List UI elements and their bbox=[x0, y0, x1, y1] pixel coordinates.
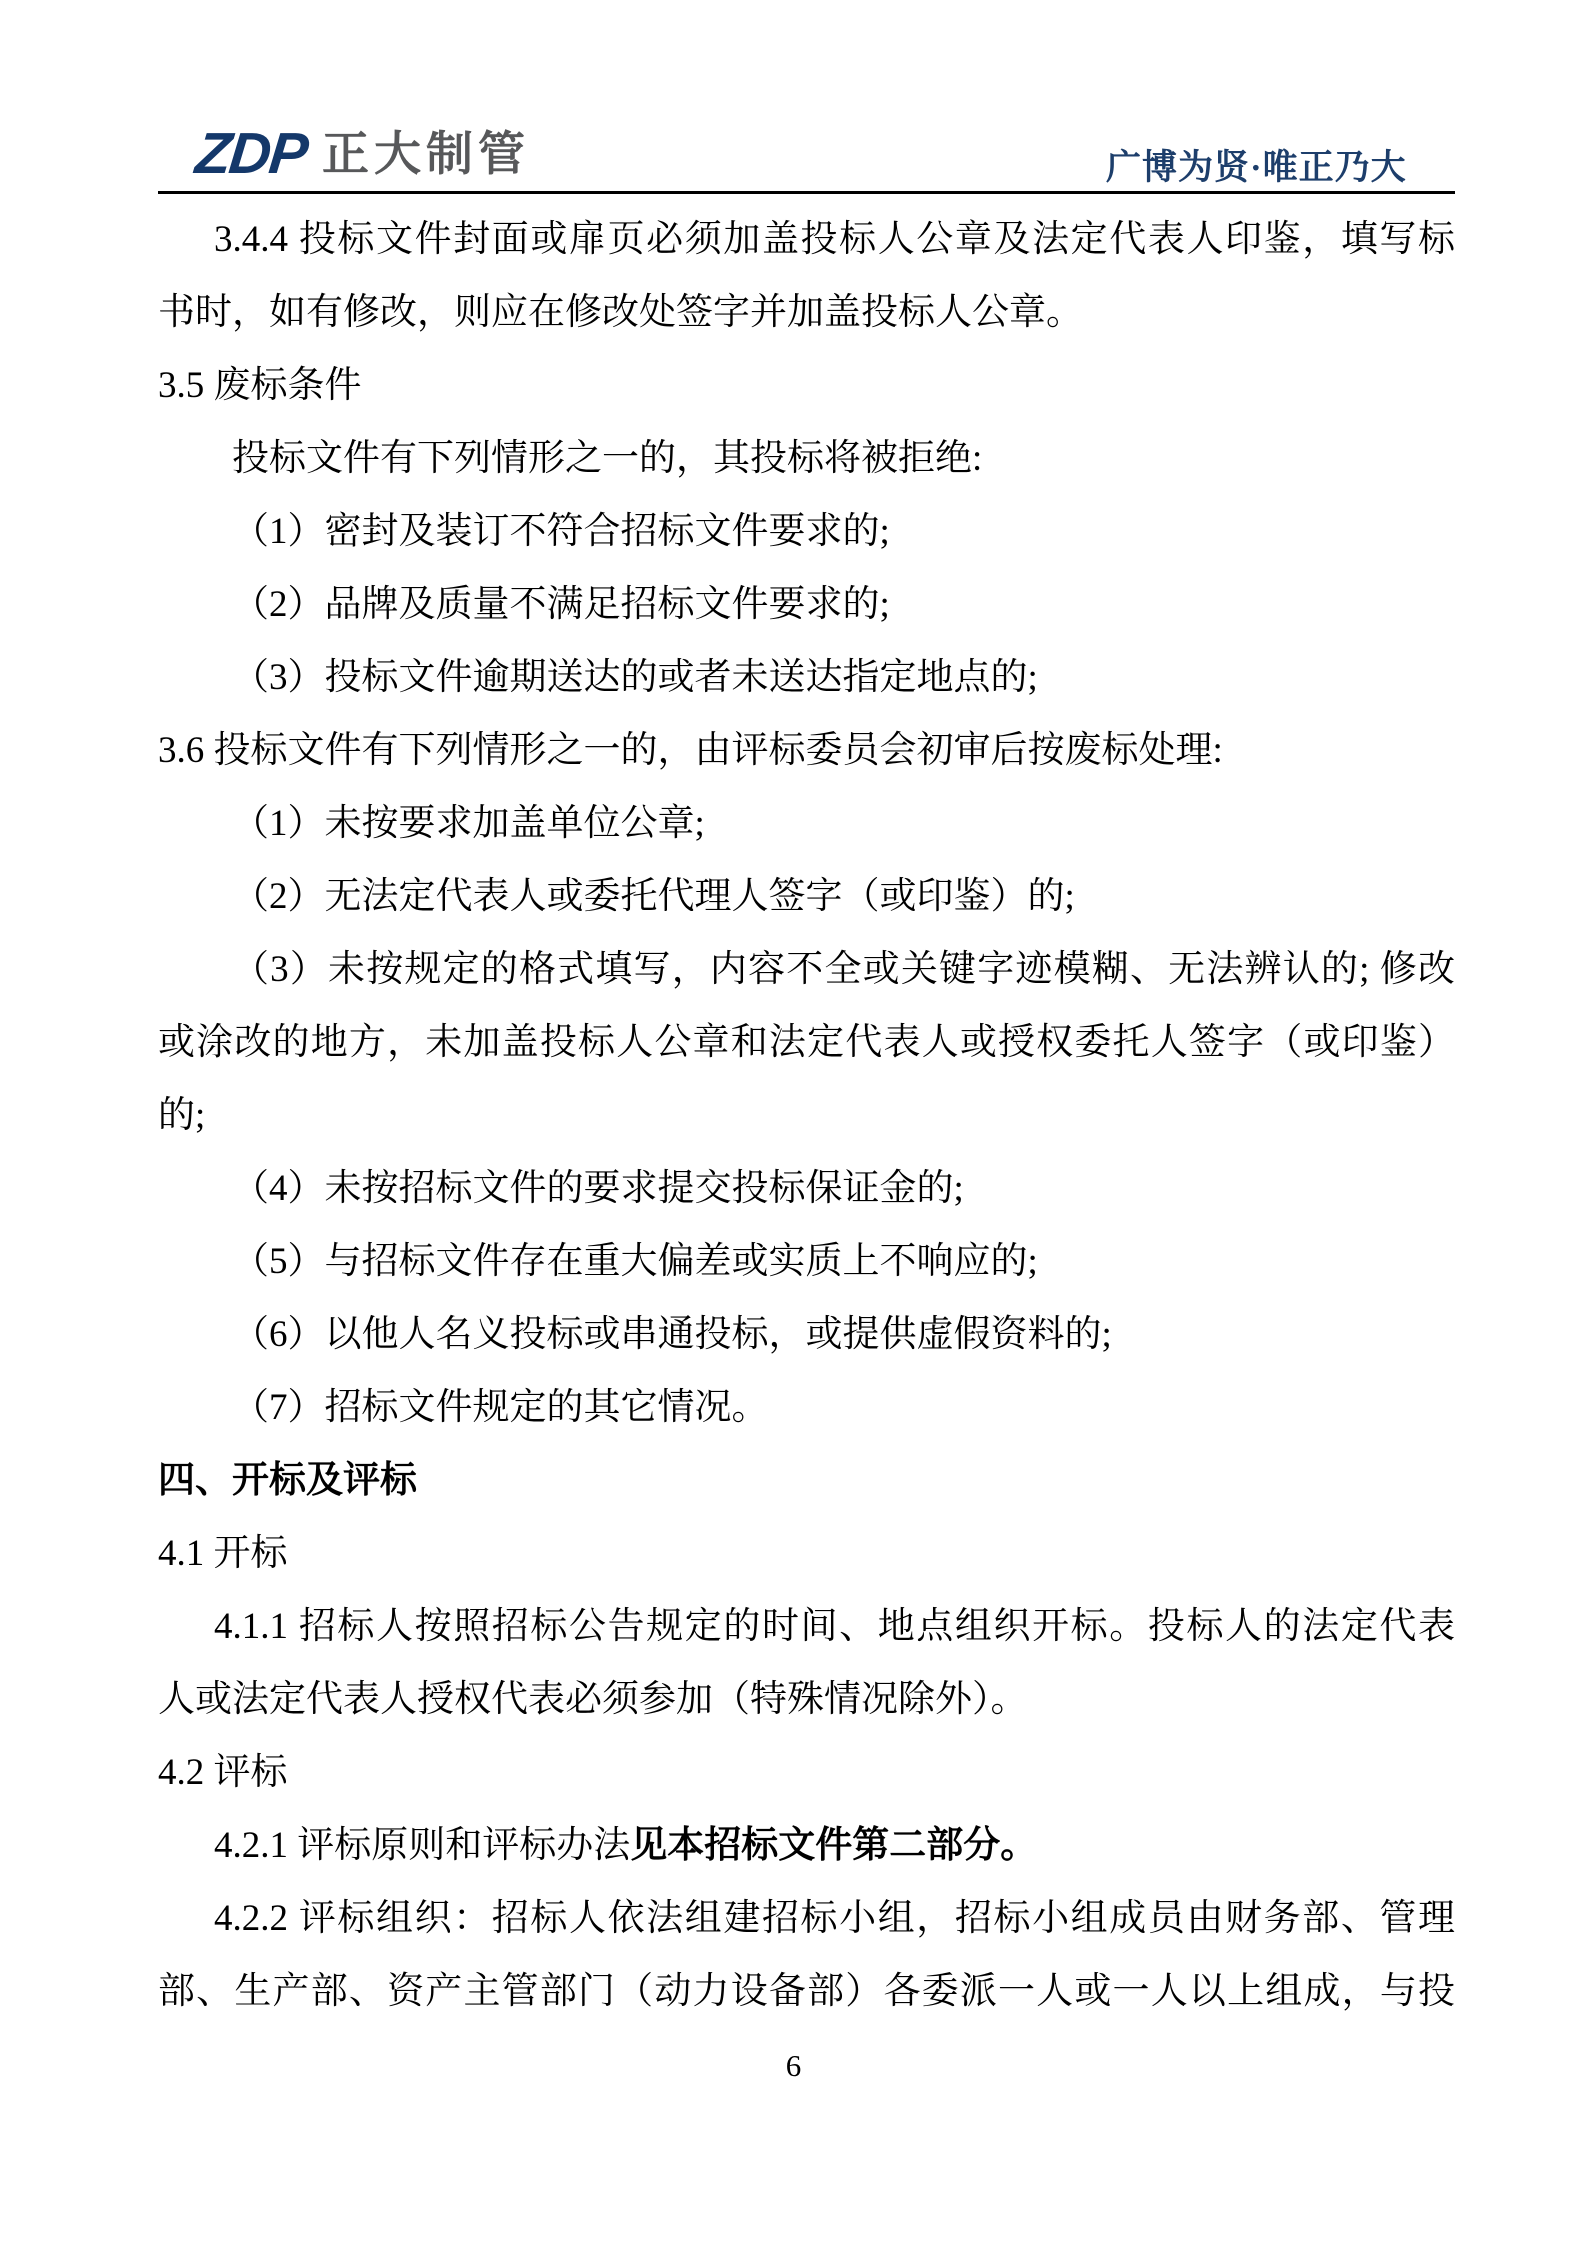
chapter-heading-4: 四、开标及评标 bbox=[158, 1460, 417, 1501]
list-item: （6）以他人名义投标或串通投标，或提供虚假资料的; bbox=[232, 1314, 1112, 1355]
body-line: 3.4.4 投标文件封面或扉页必须加盖投标人公章及法定代表人印鉴，填写标 bbox=[214, 219, 1455, 260]
section-heading-4-2: 4.2 评标 bbox=[158, 1752, 288, 1793]
document-body bbox=[158, 203, 1455, 2028]
list-item: （1）未按要求加盖单位公章; bbox=[232, 803, 705, 844]
company-name: 正大制管 bbox=[322, 127, 530, 180]
body-line: 投标文件有下列情形之一的，其投标将被拒绝: bbox=[232, 438, 983, 479]
body-line: 的; bbox=[158, 1095, 206, 1136]
body-line-bold-text: 见本招标文件第二部分。 bbox=[630, 1825, 1038, 1866]
list-item: （1）密封及装订不符合招标文件要求的; bbox=[232, 511, 890, 552]
company-slogan: 广博为贤·唯正乃大 bbox=[1106, 148, 1407, 187]
body-line: 部、生产部、资产主管部门（动力设备部）各委派一人或一人以上组成，与投 bbox=[158, 1971, 1455, 2012]
body-line: 人或法定代表人授权代表必须参加（特殊情况除外）。 bbox=[158, 1679, 1028, 1720]
body-line: 书时，如有修改，则应在修改处签字并加盖投标人公章。 bbox=[158, 292, 1083, 333]
body-line: 4.2.2 评标组织：招标人依法组建招标小组，招标小组成员由财务部、管理 bbox=[214, 1898, 1455, 1939]
body-line-text: 4.2.1 评标原则和评标办法 bbox=[214, 1825, 631, 1866]
list-item: （4）未按招标文件的要求提交投标保证金的; bbox=[232, 1168, 964, 1209]
list-item: （3）未按规定的格式填写，内容不全或关键字迹模糊、无法辨认的; 修改 bbox=[232, 949, 1455, 990]
section-heading-3-6: 3.6 投标文件有下列情形之一的，由评标委员会初审后按废标处理: bbox=[158, 730, 1223, 771]
list-item: （2）无法定代表人或委托代理人签字（或印鉴）的; bbox=[232, 876, 1075, 917]
body-line: 4.1.1 招标人按照招标公告规定的时间、地点组织开标。投标人的法定代表 bbox=[214, 1606, 1455, 1647]
body-line: 或涂改的地方，未加盖投标人公章和法定代表人或授权委托人签字（或印鉴） bbox=[158, 1022, 1455, 1063]
page-number: 6 bbox=[785, 2048, 802, 2083]
section-heading-3-5: 3.5 废标条件 bbox=[158, 365, 362, 406]
section-heading-4-1: 4.1 开标 bbox=[158, 1533, 288, 1574]
list-item: （7）招标文件规定的其它情况。 bbox=[232, 1387, 769, 1428]
body-line bbox=[158, 1809, 1455, 1882]
header-divider bbox=[158, 191, 1455, 194]
list-item: （3）投标文件逾期送达的或者未送达指定地点的; bbox=[232, 657, 1038, 698]
list-item: （5）与招标文件存在重大偏差或实质上不响应的; bbox=[232, 1241, 1038, 1282]
company-logo bbox=[192, 121, 530, 186]
zdp-logo-icon: ZDP bbox=[192, 121, 310, 186]
list-item: （2）品牌及质量不满足招标文件要求的; bbox=[232, 584, 890, 625]
